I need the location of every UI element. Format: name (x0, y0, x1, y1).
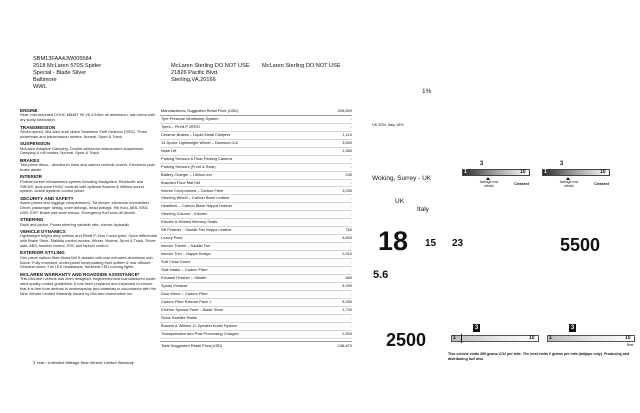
price-value: 4,090 (342, 282, 352, 288)
price-value: 6,800 (342, 235, 352, 241)
feature-body: Lightweight forged alloy wheels and Pirelli P-Zero Corsa tyres. Open differential with Brake Steer. Stability control modes: Winter, Normal, Sport & Track. Driver aids: ABS, traction control, ESC and launch control. (20, 233, 157, 248)
feature-transmission (20, 125, 158, 140)
price-value: 230 (345, 171, 352, 177)
feature-body: Rack and pinion. Power steering variable rate, electro-hydraulic. (20, 221, 131, 227)
price-value: 208,800 (337, 108, 352, 113)
feature-body: Rear, mid-mounted DOHC M838T 90 V8 3.8 liter all aluminium, twin-turbo with dry sump lubrication. (20, 112, 155, 123)
price-value: - (350, 195, 352, 201)
highway-mpg: 23 (452, 238, 464, 249)
rating-scale-top (458, 160, 538, 192)
feature-body: Seven-speed, McLaren dual clutch Seamless Shift Gearbox (SSG). Three powertrain and transmission modes: Normal, Sport & Track. (20, 129, 148, 139)
average-label: Average new vehicle (559, 180, 579, 188)
price-label: Side Intake – Carbon Fibre (161, 267, 208, 272)
price-label: Ceramic Brakes – Liquid Metal Callipers (161, 131, 231, 137)
total-label: Total Suggested Retail Price(USD) (161, 343, 223, 348)
price-value: - (350, 290, 352, 296)
price-value: 1,740 (342, 306, 352, 312)
scale-min: 1 (464, 169, 467, 175)
feature-title: STEERING (20, 217, 44, 223)
fuel-cost: 5500 (560, 235, 601, 255)
price-label: Battery Charger – Lithium-ion (161, 171, 212, 177)
savings-amount: 2500 (386, 330, 427, 350)
feature-body: This McLaren vehicle has been designed, engineered and manufactured under strict quality control guidelines. It has been prepared and inspected to ensure that it is free from defects in workmanship and materials in accordance with the New Vehicle Limited Warranty issued by McLaren Automotive Inc. (20, 276, 157, 296)
scale-max: 10 (625, 335, 631, 341)
transmission-origin: Italy (417, 206, 429, 213)
scale-min: 1 (549, 335, 552, 341)
co2-note: This vehicle emits 390 grams CO2 per mile. The best emits 0 grams per mile (tailpipe only). Producing and distributing fuel also (448, 352, 630, 361)
price-label: Nose Lift (161, 147, 177, 153)
rating-bar (451, 335, 539, 342)
warranty-note: 3 Year / Unlimited Mileage New Vehicle Limited Warranty (33, 360, 134, 365)
city-mpg: 15 (425, 238, 437, 249)
percent-label: 1% (422, 88, 432, 95)
feature-steering (20, 217, 158, 227)
vin: SBM13FAA4JW005584 (33, 56, 92, 62)
feature-engine (20, 108, 158, 123)
feature-title: INTERIOR (20, 174, 42, 180)
price-value: 2,010 (342, 251, 352, 257)
feature-body: One piece carbon fiber MonoCell II chassis with rear extruded aluminium sub-frame. Fully enclosed, under-panel incorporating front splitter & rear diffuser. Dihedral doors. Full LED headlamps, front/rear LED running lights. (20, 254, 154, 270)
dealer-line: Sterling,VA,20166 (171, 77, 216, 83)
feature-security (20, 196, 158, 216)
price-label: Headliner – Carbon Black Nappa Leather (161, 203, 233, 209)
price-label: Electric & Heated Memory Seats (161, 219, 218, 225)
price-label: Door Mirror – Carbon Fibre (161, 290, 208, 296)
price-label: Interior Components – Carbon Fibre (161, 187, 224, 193)
price-label: Sirius Satellite Radio (161, 314, 197, 320)
price-value: 3,690 (342, 139, 352, 145)
price-value: 1,560 (342, 147, 352, 153)
cleanest-label: Cleanest (594, 182, 609, 186)
price-value: - (350, 243, 352, 249)
rating-marker: 3 (479, 161, 484, 167)
rating-scale-right (538, 160, 618, 192)
price-label: Soft Close Doors (161, 259, 191, 265)
best-label: Best (627, 343, 634, 347)
price-value: 3,090 (342, 187, 352, 193)
feature-title: MCLAREN WARRANTY AND ROADSIDE ASSISTANCE* (20, 271, 140, 277)
scale-end-marker (461, 334, 462, 343)
feature-title: BRAKES (20, 157, 40, 163)
rating-bar (547, 335, 635, 342)
scale-min: 1 (453, 335, 456, 341)
dealer-line: 21826 Pacific Blvd. (171, 70, 219, 76)
pricing-table (160, 107, 352, 337)
price-value: - (350, 155, 352, 161)
scale-min: 1 (544, 169, 547, 175)
price-value: - (350, 211, 352, 217)
price-value: - (350, 259, 352, 265)
features-column (20, 108, 158, 298)
price-value: 1,110 (342, 131, 352, 137)
gallons-per-100: 5.6 (373, 269, 389, 281)
price-value: - (350, 267, 352, 272)
price-label: Interior Trim – Nappa Design (161, 251, 211, 257)
price-label: Exhaust Finisher – Stealth (161, 274, 207, 280)
rating-marker: 3 (474, 325, 479, 331)
price-label: Transportation and Post Processing Charges (161, 330, 239, 336)
feature-title: SECURITY AND SAFETY (20, 195, 74, 201)
price-value: - (350, 123, 352, 129)
content-note: UK 50%, Italy 15% (372, 123, 404, 127)
scale-max: 10 (520, 169, 526, 175)
trim-line: Baltimore (33, 77, 57, 83)
feature-title: EXTERIOR STYLING (20, 250, 65, 256)
feature-body: McLaren Adaptive Damping. Double-wishbone independent suspension. Damping & roll modes: Normal, Sport & Track. (20, 145, 145, 156)
price-value: - (350, 163, 352, 169)
price-label: Branded Floor Mat Set (161, 179, 201, 185)
price-label: Carbon Fibre Exterior Pack 1 (161, 298, 212, 304)
model-line-2: Special - Blade Silver (33, 70, 87, 76)
feature-warranty (20, 272, 158, 297)
assembly-location: Woking, Surrey - UK (372, 175, 432, 182)
scale-max: 10 (600, 169, 606, 175)
price-label: Parking Sensors (Front & Rear) (161, 163, 216, 169)
price-value: - (350, 314, 352, 320)
price-label: Bowers & Wilkins 12 Speaker Audio System (161, 322, 237, 328)
price-label: Steering Column – Electric (161, 211, 208, 217)
scale-max: 10 (529, 335, 535, 341)
price-value: - (350, 203, 352, 209)
price-value: 2,500 (342, 330, 352, 336)
price-value: - (350, 219, 352, 225)
feature-title: TRANSMISSION (20, 124, 56, 130)
engine-origin: UK (395, 198, 405, 205)
price-label: Steering Wheel – Carbon Black Leather (161, 195, 230, 201)
price-row (160, 330, 352, 339)
dealer-line: McLaren Sterling DO NOT USE (171, 63, 250, 69)
feature-brakes (20, 158, 158, 173)
total-value: 248,870 (337, 343, 352, 348)
price-label: Tyres – Pirelli P ZERO (161, 123, 200, 129)
feature-title: SUSPENSION (20, 141, 51, 147)
price-label: Sill Finisher – Saddle Tan Nappa Leather (161, 227, 232, 233)
price-label: Parking Sensors & Rear Parking Camera (161, 155, 232, 161)
price-value: - (350, 322, 352, 328)
price-label: Tyre Pressure Monitoring System (161, 115, 219, 121)
vehicle-info (33, 56, 173, 91)
feature-dynamics (20, 229, 158, 249)
price-value: - (350, 179, 352, 185)
feature-title: ENGINE (20, 108, 38, 113)
rating-marker: 3 (570, 325, 575, 331)
dealer-address (171, 63, 261, 84)
vehicle-code: WWL (33, 84, 47, 90)
total-row (160, 341, 352, 350)
price-label: Manufacturers Suggested Retail Price (USD) (161, 108, 239, 113)
feature-title: VEHICLE DYNAMICS (20, 228, 66, 234)
price-value: 5,930 (342, 298, 352, 304)
combined-mpg: 18 (378, 226, 409, 256)
feature-body: Two-piece discs – aluminium hubs and carbon ceramic covers. Electronic park brake assist. (20, 162, 155, 172)
price-value: - (350, 115, 352, 121)
price-value: 560 (345, 274, 352, 280)
feature-interior (20, 174, 158, 194)
price-label: Exterior Special Paint – Blade Silver (161, 306, 224, 312)
feature-exterior (20, 250, 158, 270)
price-value: 760 (345, 227, 352, 233)
price-label: Sports Exhaust (161, 282, 188, 288)
feature-body: Alarm (doors and luggage compartment). Tilt sensor, electronic immobiliser. Driver, passenger airbag, knee airbags, head airbags. Hill hold, ABS, EBD, ASR, ESP. Brake pad wear sensor. Emergency fuel shut-off device. (20, 200, 150, 215)
rating-scale-bottom-2 (545, 323, 637, 347)
price-label: 14-Spoke Lightweight Wheel – Diamond Cut (161, 139, 238, 145)
average-label: Average new vehicle (479, 180, 499, 188)
rating-marker: 3 (559, 161, 564, 167)
feature-body: Portrait screen infotainment system including Navigation, Bluetooth and SIRIUS, dual zone HVAC controls with optional Bowers & Wilkins sound system. Active dynamic control panel. (20, 178, 144, 194)
model-line-1: 2018 McLaren 570S Spider (33, 63, 102, 69)
cleanest-label: Cleanest (514, 182, 529, 186)
dealer-name: McLaren Sterling DO NOT USE (262, 63, 341, 69)
rating-scale-bottom-1 (449, 323, 541, 347)
price-label: Luxury Pack (161, 235, 183, 241)
price-label: Interior Theme – Saddle Tan (161, 243, 210, 249)
feature-suspension (20, 141, 158, 156)
